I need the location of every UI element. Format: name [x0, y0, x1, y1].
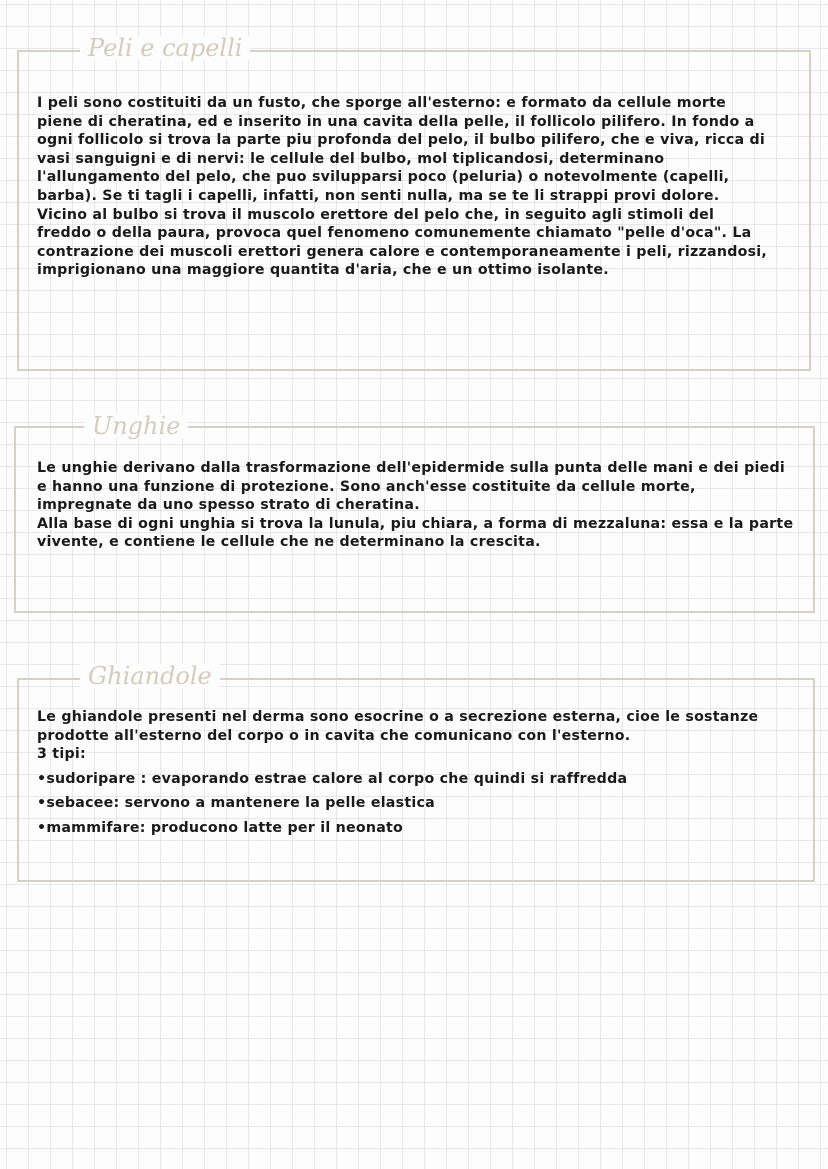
unghie-paragraph-3: Alla base di ogni unghia si trova la lunula, piu chiara, a forma di mezzaluna: essa e la parte vivente, e contiene le cellule che ne determinano la crescita.: [37, 515, 794, 551]
list-item: •sudoripare : evaporando estrae calore al corpo che quindi si raffredda: [37, 770, 628, 787]
section-unghie-title: Unghie: [84, 414, 188, 438]
peli-paragraph: I peli sono costituiti da un fusto, che sporge all'esterno: e formato da cellule morte piene di cheratina, ed e inserito in una cavita della pelle, il follicolo pilifero. In fondo a ogni follicolo si trova la parte piu profonda del pelo, il bulbo pilifero, che e viva, ricca di vasi sanguigni e di nervi: le cellule del bulbo, mol tiplicandosi, determinano l'allungamento del pelo, che puo svilupparsi poco (peluria) o notevolmente (capelli, barba). Se ti tagli i capelli, infatti, non senti nulla, ma se te li strappi provi dolore. Vicino al bulbo si trova il muscolo erettore del pelo che, in seguito agli stimoli del freddo o della paura, provoca quel fenomeno comunemente chiamato "pelle d'oca". La contrazione dei muscoli erettori genera calore e contemporaneamente i peli, rizzandosi, imprigionano una maggiore quantita d'aria, che e un ottimo isolante.: [37, 95, 768, 279]
unghie-paragraph-1: Le unghie derivano dalla trasformazione dell'epidermide sulla punta delle mani e dei piedi e hanno una funzione di protezione. Sono anch'esse costituite da cellule morte,: [37, 460, 785, 495]
section-ghiandole-body: [37, 708, 777, 838]
list-item: •sebacee: servono a mantenere la pelle elastica: [37, 795, 435, 812]
unghie-paragraph-2: impregnate da uno spesso strato di cheratina.: [37, 497, 420, 514]
section-unghie-body: [37, 459, 797, 552]
section-ghiandole-title: Ghiandole: [80, 664, 220, 688]
ghiandole-intro: Le ghiandole presenti nel derma sono esocrine o a secrezione esterna, cioe le sostanze prodotte all'esterno del corpo o in cavita che comunicano con l'esterno.: [37, 709, 759, 744]
ghiandole-types-label: 3 tipi:: [37, 746, 86, 763]
section-peli-capelli-body: [37, 94, 772, 280]
list-item: •mammifare: producono latte per il neonato: [37, 819, 404, 836]
section-peli-capelli-title: Peli e capelli: [80, 36, 250, 60]
